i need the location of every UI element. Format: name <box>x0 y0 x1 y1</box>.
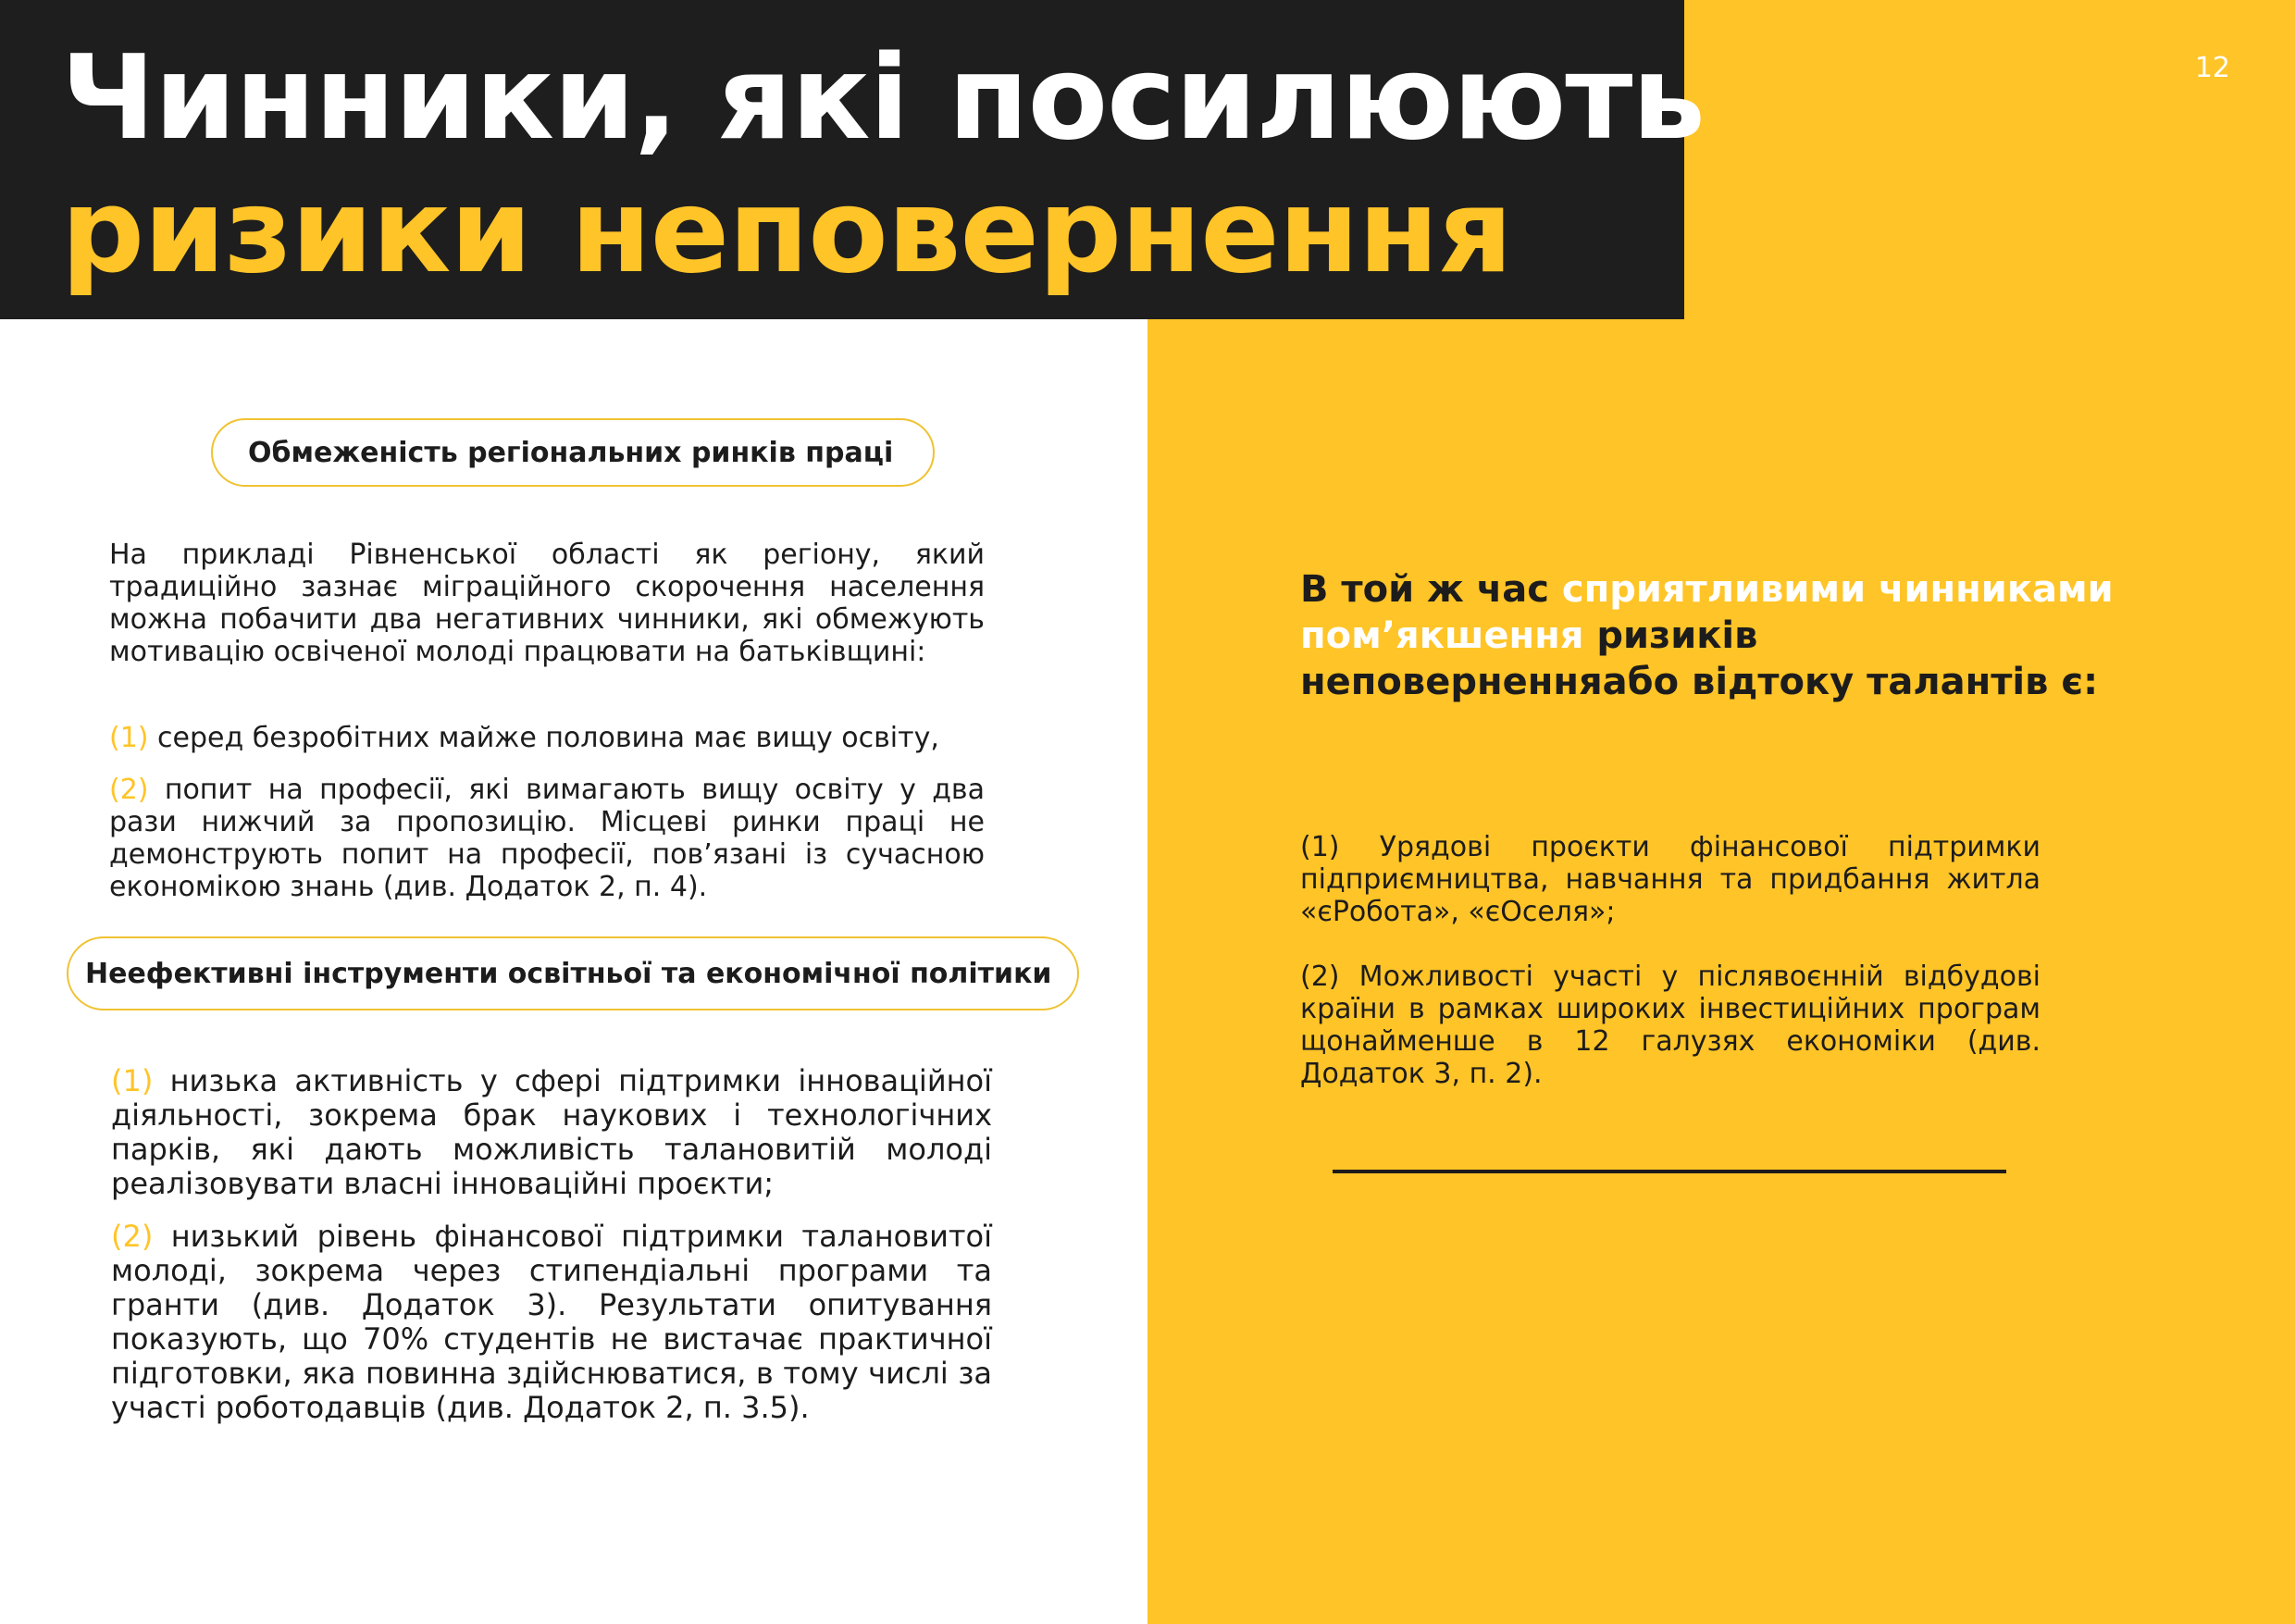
section-label-text: Обмеженість регіональних ринків праці <box>248 436 894 469</box>
item-number: (2) <box>109 774 149 806</box>
list-item <box>111 1220 992 1425</box>
favorable-factor-1: (1) Урядові проєкти фінансової підтримки підприємництва, навчання та придбання житла «єРобота», «єОселя»; <box>1300 831 2041 928</box>
list-item <box>109 722 998 754</box>
divider <box>1333 1170 2006 1173</box>
page-title-line1: Чинники, які посилюють <box>61 30 1706 166</box>
heading-highlight: сприятливими чинниками пом’якшення <box>1300 568 2114 657</box>
heading-part2: ризиків неповерненняабо відтоку талантів є: <box>1300 614 2099 703</box>
list-item <box>111 1064 992 1201</box>
heading-part1: В той ж час <box>1300 568 1562 611</box>
item-text: низька активність у сфері підтримки інноваційної діяльності, зокрема брак наукових і технологічних парків, які дають можливість талановитій молоді реалізовувати власні інноваційні проєкти; <box>111 1063 992 1201</box>
favorable-factor-2: (2) Можливості участі у післявоєнній відбудові країни в рамках широких інвестиційних програм щонайменше в 12 галузях економіки (див. Додаток 3, п. 2). <box>1300 961 2041 1090</box>
item-text: попит на професії, які вимагають вищу освіту у два рази нижчий за пропозицію. Місцеві ринки праці не демонструють попит на професії, пов’язані із сучасною економікою знань (див. Додаток 2, п. 4). <box>109 774 985 903</box>
item-number: (2) <box>111 1219 154 1254</box>
title-block <box>0 0 1706 319</box>
item-number: (1) <box>109 722 149 754</box>
intro-paragraph: На прикладі Рівненської області як регіону, який традиційно зазнає міграційного скорочення населення можна побачити два негативних чинники, які обмежують мотивацію освіченої молоді працювати на батьківщині: <box>109 539 985 668</box>
section-label-ineffective-policy <box>67 936 1079 1010</box>
item-number: (1) <box>111 1063 154 1098</box>
item-text: серед безробітних майже половина має вищу освіту, <box>148 722 939 754</box>
list-item <box>109 774 985 903</box>
page-title-line2: ризики неповернення <box>61 163 1512 299</box>
section-label-regional-labor-markets <box>211 418 935 487</box>
right-heading <box>1300 566 2115 705</box>
page-number: 12 <box>2194 52 2230 84</box>
item-text: низький рівень фінансової підтримки талановитої молоді, зокрема через стипендіальні програми та гранти (див. Додаток 3). Результати опитування показують, що 70% студентів не вистачає практичної підготовки, яка повинна здійснюватися, в тому числі за участі роботодавців (див. Додаток 2, п. 3.5). <box>111 1219 992 1425</box>
section-label-text: Неефективні інструменти освітньої та економічної політики <box>85 957 1052 990</box>
